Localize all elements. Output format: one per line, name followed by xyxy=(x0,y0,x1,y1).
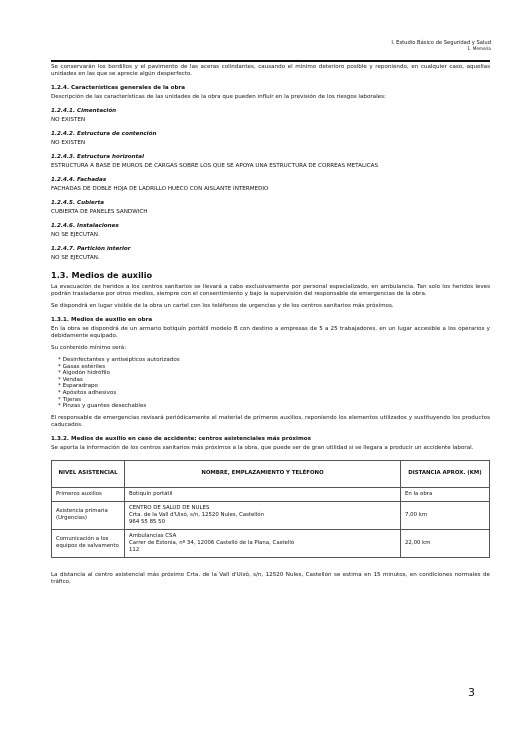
table-cell xyxy=(125,501,401,529)
table-cell: Asistencia primaria (Urgencias) xyxy=(52,501,125,529)
cell-line: 964 55 85 50 xyxy=(129,518,166,525)
section-1-3-title: 1.3. Medios de auxilio xyxy=(51,270,153,280)
cell-line: CENTRO DE SALUD DE NULES xyxy=(129,504,210,511)
table-row xyxy=(52,487,490,501)
page-number: 3 xyxy=(468,686,475,699)
page-header xyxy=(391,40,491,51)
section-1-3-1-title: 1.3.1. Medios de auxilio en obra xyxy=(51,317,153,323)
column-header: DISTANCIA APROX. (KM) xyxy=(401,460,490,487)
section-1-3-2-title: 1.3.2. Medios de auxilio en caso de accidente: centros asistenciales más próximos xyxy=(51,435,311,442)
section-1-3-paragraph: Se dispondrá en lugar visible de la obra un cartel con los teléfonos de urgencias y de los centros sanitarios más próximos. xyxy=(51,303,394,309)
table-cell: Primeros auxilios xyxy=(52,487,125,501)
table-cell: Comunicación a los equipos de salvamento xyxy=(52,529,125,557)
list-item: * Apósitos adhesivos xyxy=(58,390,490,397)
header-subtitle: 1. Memoria xyxy=(467,46,491,51)
section-1-3-1-paragraph: El responsable de emergencias revisará periódicamente el material de primeros auxilios, reponiendo los elementos utilizados y sustituyendo los productos caducados. xyxy=(51,414,490,428)
table-header-row xyxy=(52,460,490,487)
header-title: I. Estudio Básico de Seguridad y Salud xyxy=(391,40,491,46)
list-item: * Pinzas y guantes desechables xyxy=(58,403,490,410)
subsection-value: ESTRUCTURA A BASE DE MUROS DE CARGAS SOBRE LOS QUE SE APOYA UNA ESTRUCTURA DE CORREAS METALICAS xyxy=(51,163,379,169)
header-rule xyxy=(51,60,490,62)
column-header: NIVEL ASISTENCIAL xyxy=(52,460,125,487)
table-cell: 7,00 km xyxy=(401,501,490,529)
section-1-3-1-paragraph: Su contenido mínimo será: xyxy=(51,345,127,351)
subsection-value: NO EXISTEN xyxy=(51,140,86,146)
first-aid-list xyxy=(58,357,490,410)
list-item: * Tijeras xyxy=(58,397,490,404)
list-item: * Esparadrapo xyxy=(58,383,490,390)
closing-paragraph: La distancia al centro asistencial más próximo Crta. de la Vall d'Uixó, s/n, 12520 Nules, Castellón se estima en 15 minutos, en condiciones normales de tráfico. xyxy=(51,571,490,585)
cell-line: Botiquín portátil xyxy=(129,490,173,497)
subsection-title: 1.2.4.5. Cubierta xyxy=(51,200,105,206)
table-cell xyxy=(125,529,401,557)
section-1-3-paragraph: La evacuación de heridos a los centros sanitarios se llevará a cabo exclusivamente por personal especializado, en ambulancia. Tan solo los heridos leves podrán trasladarse por otros medios, siempre con el consentimiento y bajo la supervisión del responsable de emergencias de la obra. xyxy=(51,284,490,297)
column-header: NOMBRE, EMPLAZAMIENTO Y TELÉFONO xyxy=(125,460,401,487)
subsection-title: 1.2.4.1. Cimentación xyxy=(51,108,117,114)
subsection-value: CUBIERTA DE PANELES SANDWICH xyxy=(51,209,148,215)
list-item: * Algodón hidrófilo xyxy=(58,370,490,377)
document-body xyxy=(51,64,490,591)
cell-line: Carrer de Estonia, nº 34, 12006 Castelló de la Plana, Castelló xyxy=(129,539,295,546)
subsection-value: NO EXISTEN xyxy=(51,117,86,123)
subsection-title: 1.2.4.3. Estructura horizontal xyxy=(51,154,144,160)
section-1-2-4-title: 1.2.4. Características generales de la obra xyxy=(51,85,186,91)
cell-line: 112 xyxy=(129,546,140,553)
section-1-2-4-text: Descripción de las características de las unidades de la obra que pueden influir en la previsión de los riesgos laborales: xyxy=(51,94,386,100)
list-item: * Vendas xyxy=(58,377,490,384)
table-row xyxy=(52,529,490,557)
table-row xyxy=(52,501,490,529)
table-cell: 22,00 km xyxy=(401,529,490,557)
list-item: * Desinfectantes y antisépticos autorizados xyxy=(58,357,490,364)
list-item: * Gasas estériles xyxy=(58,364,490,371)
subsection-value: NO SE EJECUTAN. xyxy=(51,255,100,261)
section-1-3-2-paragraph: Se aporta la información de los centros sanitarios más próximos a la obra, que puede ser de gran utilidad si se llegara a producir un accidente laboral. xyxy=(51,444,474,451)
subsection-title: 1.2.4.2. Estructura de contención xyxy=(51,131,157,137)
subsection-value: NO SE EJECUTAN. xyxy=(51,232,100,238)
subsection-title: 1.2.4.7. Partición interior xyxy=(51,246,131,252)
cell-line: Crta. de la Vall d'Uixó, s/n, 12520 Nules, Castellón xyxy=(129,511,265,518)
table-cell: En la obra xyxy=(401,487,490,501)
subsection-title: 1.2.4.6. Instalaciones xyxy=(51,223,119,229)
table-cell xyxy=(125,487,401,501)
subsection-title: 1.2.4.4. Fachadas xyxy=(51,177,107,183)
section-1-3-1-paragraph: En la obra se dispondrá de un armario botiquín portátil modelo B con destino a empresas de 5 a 25 trabajadores, en un lugar accesible a los operarios y debidamente equipado. xyxy=(51,326,490,339)
health-centers-table xyxy=(51,460,490,558)
cell-line: Ambulancias CSA xyxy=(129,532,177,539)
subsection-value: FACHADAS DE DOBLE HOJA DE LADRILLO HUECO CON AISLANTE INTERMEDIO xyxy=(51,186,269,192)
intro-paragraph: Se conservarán los bordillos y el pavimento de las aceras colindantes, causando el mínimo deterioro posible y reponiendo, en cualquier caso, aquellas unidades en las que se aprecie algún desperfecto. xyxy=(51,64,490,77)
